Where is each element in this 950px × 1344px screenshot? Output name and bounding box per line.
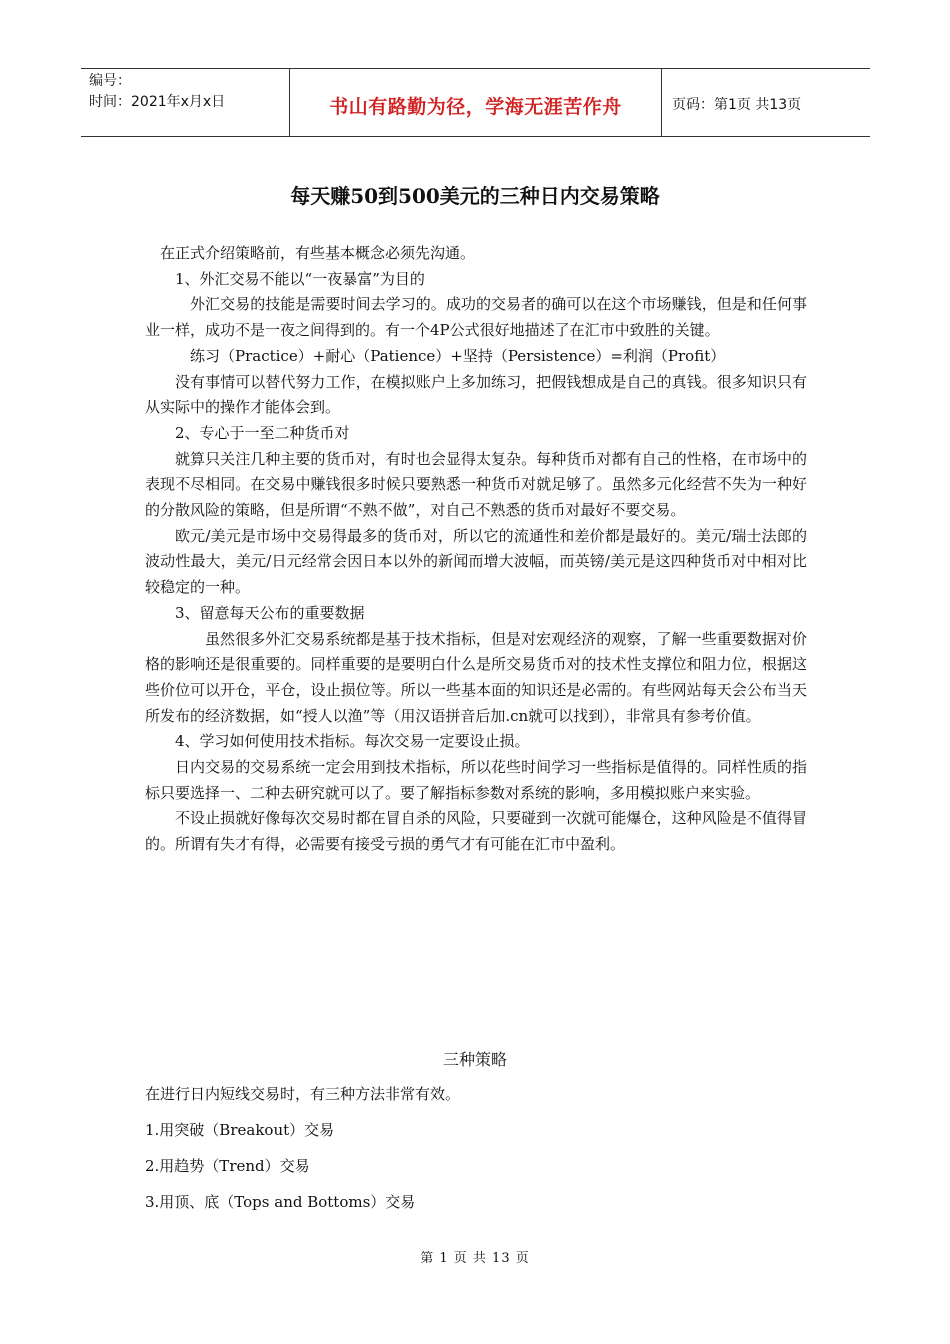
- document-title: 每天赚50到500美元的三种日内交易策略: [290, 184, 660, 208]
- paragraph: 没有事情可以替代努力工作，在模拟账户上多加练习，把假钱想成是自己的真钱。很多知识只有从实际中的操作才能体会到。: [145, 372, 807, 417]
- point-4-heading: 4、学习如何使用技术指标。每次交易一定要设止损。: [175, 732, 530, 751]
- point-1-heading: 1、外汇交易不能以“一夜暴富”为目的: [175, 269, 425, 288]
- list-item: 3.用顶、底（Tops and Bottoms）交易: [145, 1193, 416, 1211]
- paragraph: 日内交易的交易系统一定会用到技术指标，所以花些时间学习一些指标是值得的。同样性质的指标只要选择一、二种去研究就可以了。要了解指标参数对系统的影响，多用模拟账户来实验。: [145, 758, 807, 802]
- list-item: 2.用趋势（Trend）交易: [145, 1157, 310, 1175]
- header-page-info: 页码：第1页 共13页: [672, 96, 802, 113]
- header-meta: [81, 69, 290, 136]
- document-body: [145, 241, 807, 858]
- paragraph: 欧元/美元是市场中交易得最多的货币对，所以它的流通性和差价都是最好的。美元/瑞士法郎的波动性最大，美元/日元经常会因日本以外的新闻而增大波幅，而英镑/美元是这四种货币对中相对比较稳定的一种。: [145, 526, 807, 597]
- point-2-heading: 2、专心于一至二种货币对: [175, 423, 350, 442]
- paragraph-intro: 在正式介绍策略前，有些基本概念必须先沟通。: [160, 244, 476, 262]
- number-label: 编号：: [89, 73, 131, 89]
- document-header: [81, 68, 870, 137]
- paragraph: 不设止损就好像每次交易时都在冒自杀的风险，只要碰到一次就可能爆仓，这种风险是不值得冒的。所谓有失才有得，必需要有接受亏损的勇气才有可能在汇市中盈利。: [145, 809, 807, 854]
- strategy-intro: 在进行日内短线交易时，有三种方法非常有效。: [145, 1085, 461, 1103]
- formula-line: 练习（Practice）+耐心（Patience）+坚持（Persistence）=利润（Profit）: [190, 346, 726, 365]
- paragraph: 虽然很多外汇交易系统都是基于技术指标，但是对宏观经济的观察，了解一些重要数据对价格的影响还是很重要的。同样重要的是要明白什么是所交易货币对的技术性支撑位和阻力位，根据这些价位可以开仓，平仓，设止损位等。所以一些基本面的知识还是必需的。有些网站每天会公布当天所发布的经济数据，如“授人以渔”等（用汉语拼音后加.cn就可以找到），非常具有参考价值。: [145, 629, 807, 725]
- header-motto: 书山有路勤为径，学海无涯苦作舟: [290, 69, 662, 136]
- point-3-heading: 3、留意每天公布的重要数据: [175, 603, 365, 622]
- time-label: 时间：2021年x月x日: [89, 94, 226, 110]
- strategy-list: [145, 1084, 807, 1228]
- paragraph: 就算只关注几种主要的货币对，有时也会显得太复杂。每种货币对都有自己的性格，在市场中的表现不尽相同。在交易中赚钱很多时候只要熟悉一种货币对就足够了。虽然多元化经营不失为一种好的分散风险的策略，但是所谓“不熟不做”，对自己不熟悉的货币对最好不要交易。: [145, 449, 807, 520]
- list-item: 1.用突破（Breakout）交易: [145, 1121, 335, 1139]
- paragraph: 外汇交易的技能是需要时间去学习的。成功的交易者的确可以在这个市场赚钱，但是和任何事业一样，成功不是一夜之间得到的。有一个4P公式很好地描述了在汇市中致胜的关键。: [145, 295, 807, 340]
- page-footer: 第 1 页 共 13 页: [420, 1251, 530, 1266]
- section-title: 三种策略: [442, 1050, 507, 1069]
